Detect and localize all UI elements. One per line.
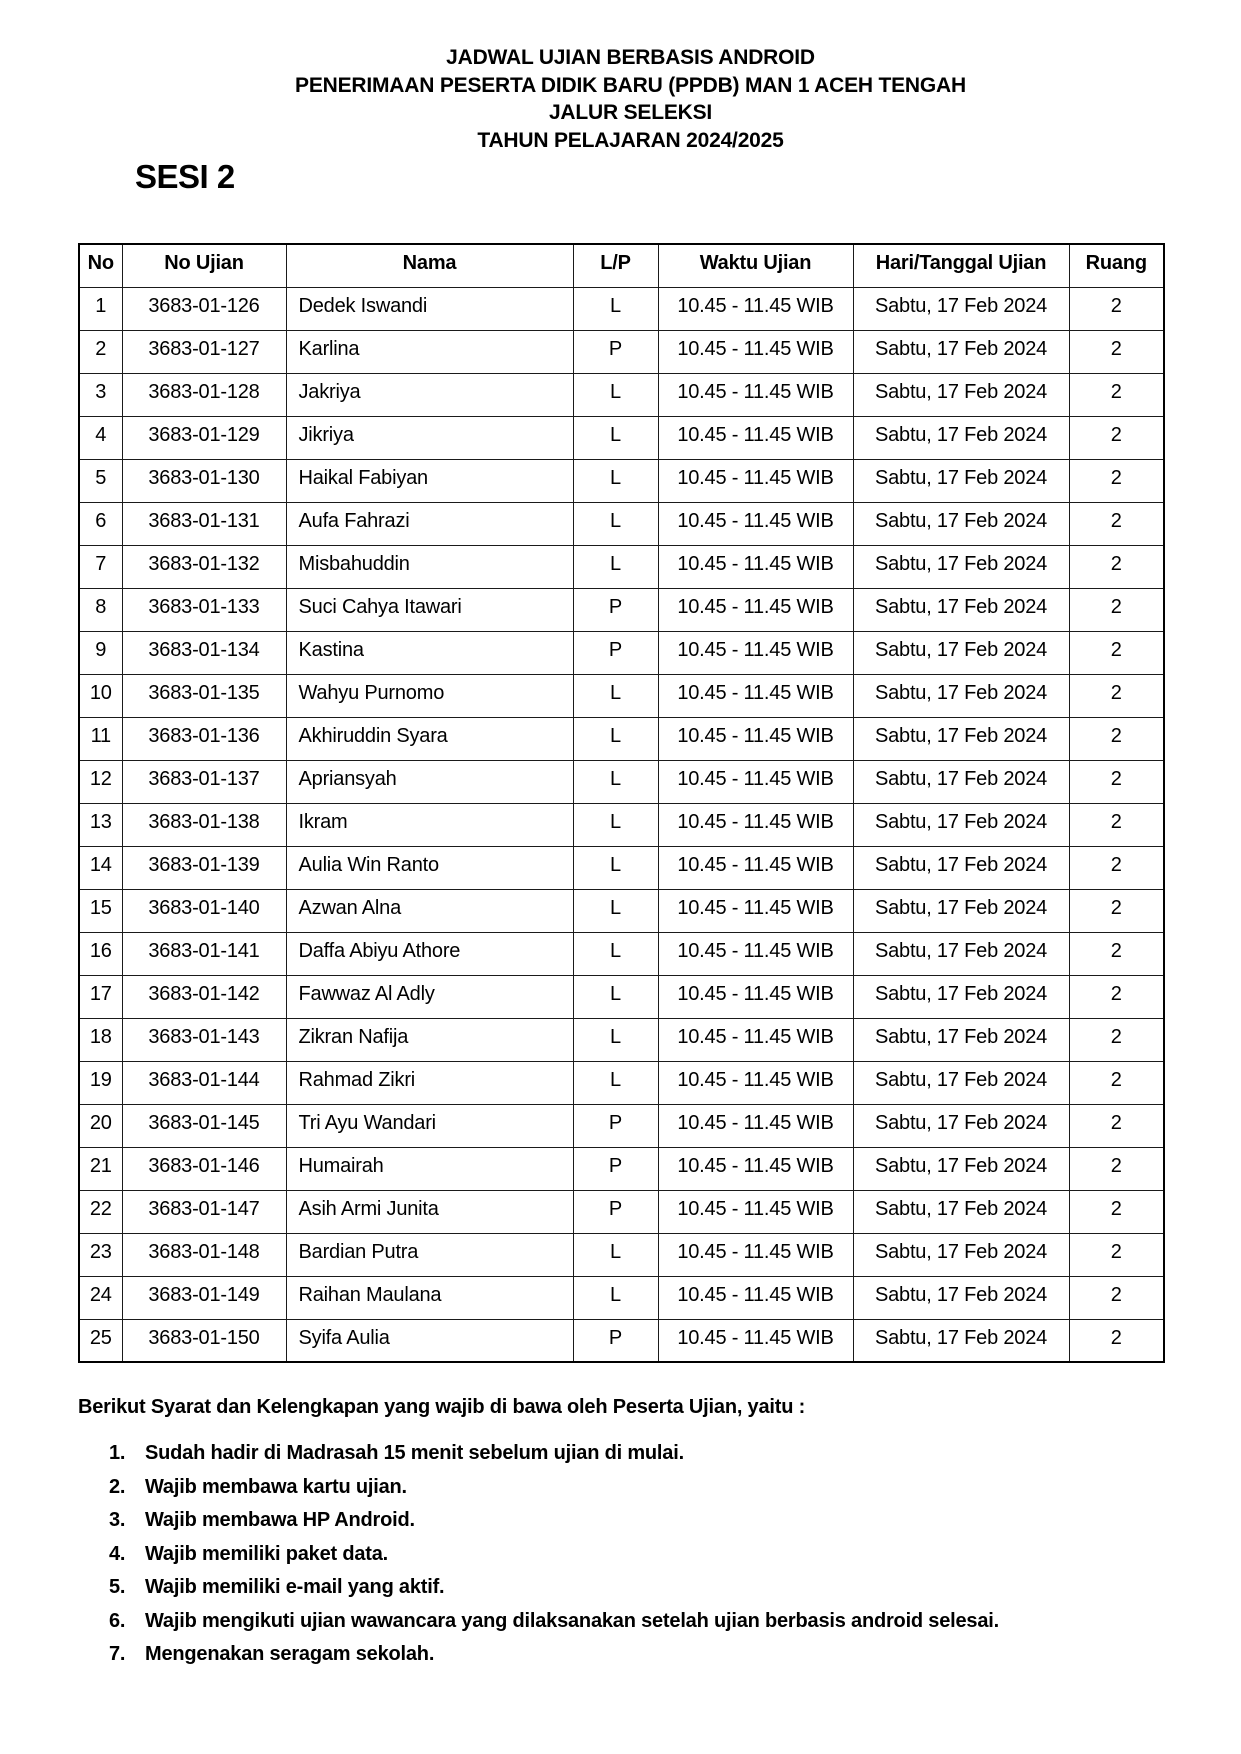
table-cell: 23 [79,1233,122,1276]
table-cell: Jakriya [286,373,573,416]
table-cell: 3683-01-132 [122,545,286,588]
table-cell: 8 [79,588,122,631]
table-cell: L [573,287,658,330]
table-cell: 2 [1069,717,1164,760]
table-cell: 10.45 - 11.45 WIB [658,1233,853,1276]
table-cell: Sabtu, 17 Feb 2024 [853,1319,1069,1362]
table-cell: 2 [1069,1018,1164,1061]
table-cell: 3683-01-128 [122,373,286,416]
table-row [79,889,1164,932]
table-cell: 2 [1069,1061,1164,1104]
table-cell: Sabtu, 17 Feb 2024 [853,1276,1069,1319]
table-cell: Sabtu, 17 Feb 2024 [853,287,1069,330]
table-cell: 3 [79,373,122,416]
table-cell: Akhiruddin Syara [286,717,573,760]
exam-schedule-table [78,243,1165,1363]
table-row [79,1319,1164,1362]
table-cell: 10.45 - 11.45 WIB [658,932,853,975]
table-cell: 3683-01-130 [122,459,286,502]
table-cell: 10.45 - 11.45 WIB [658,459,853,502]
table-cell: 3683-01-138 [122,803,286,846]
table-row [79,502,1164,545]
requirement-text: Wajib memiliki paket data. [145,1542,389,1565]
table-cell: 10.45 - 11.45 WIB [658,545,853,588]
table-body [79,287,1164,1362]
table-cell: L [573,416,658,459]
table-cell: 2 [1069,1319,1164,1362]
requirement-number: 6. [109,1609,126,1632]
table-row [79,1061,1164,1104]
table-cell: Suci Cahya Itawari [286,588,573,631]
table-row [79,1276,1164,1319]
table-cell: 2 [1069,1276,1164,1319]
table-cell: 3683-01-129 [122,416,286,459]
table-cell: L [573,932,658,975]
table-cell: Apriansyah [286,760,573,803]
table-cell: 10.45 - 11.45 WIB [658,631,853,674]
table-cell: 2 [1069,1104,1164,1147]
table-cell: 20 [79,1104,122,1147]
title-line-4: TAHUN PELAJARAN 2024/2025 [477,128,784,152]
requirement-item [78,1609,1163,1634]
table-cell: 5 [79,459,122,502]
table-cell: 10.45 - 11.45 WIB [658,1104,853,1147]
table-cell: 2 [1069,803,1164,846]
table-cell: Karlina [286,330,573,373]
table-cell: 1 [79,287,122,330]
table-cell: 10.45 - 11.45 WIB [658,373,853,416]
requirement-text: Sudah hadir di Madrasah 15 menit sebelum ujian di mulai. [145,1442,684,1464]
table-cell: Fawwaz Al Adly [286,975,573,1018]
table-row [79,545,1164,588]
table-row [79,287,1164,330]
title-line-3: JALUR SELEKSI [548,101,713,124]
table-row [79,1233,1164,1276]
requirement-number: 5. [109,1576,126,1598]
table-cell: Sabtu, 17 Feb 2024 [853,717,1069,760]
table-cell: Sabtu, 17 Feb 2024 [853,588,1069,631]
title-line-2: PENERIMAAN PESERTA DIDIK BARU (PPDB) MAN 1 ACEH TENGAH [295,73,966,97]
table-row [79,803,1164,846]
table-cell: 10.45 - 11.45 WIB [658,588,853,631]
table-cell: Syifa Aulia [286,1319,573,1362]
table-cell: 2 [1069,631,1164,674]
table-cell: 3683-01-139 [122,846,286,889]
table-cell: Bardian Putra [286,1233,573,1276]
table-cell: 3683-01-135 [122,674,286,717]
table-cell: Sabtu, 17 Feb 2024 [853,1104,1069,1147]
table-cell: 14 [79,846,122,889]
column-header-6: Ruang [1069,244,1164,287]
table-cell: L [573,1276,658,1319]
table-row [79,846,1164,889]
requirement-number: 7. [109,1643,126,1665]
table-cell: 10.45 - 11.45 WIB [658,889,853,932]
table-cell: Sabtu, 17 Feb 2024 [853,1147,1069,1190]
requirement-number: 1. [109,1442,126,1464]
table-cell: L [573,459,658,502]
table-cell: 10.45 - 11.45 WIB [658,846,853,889]
table-cell: 3683-01-137 [122,760,286,803]
table-cell: Humairah [286,1147,573,1190]
table-cell: L [573,760,658,803]
table-row [79,373,1164,416]
table-cell: 10.45 - 11.45 WIB [658,1147,853,1190]
table-cell: 12 [79,760,122,803]
table-cell: 3683-01-149 [122,1276,286,1319]
table-cell: 2 [1069,1233,1164,1276]
table-row [79,674,1164,717]
requirements-heading: Berikut Syarat dan Kelengkapan yang wajib di bawa oleh Peserta Ujian, yaitu : [78,1396,806,1418]
table-cell: Aufa Fahrazi [286,502,573,545]
requirement-item [78,1642,1163,1667]
table-cell: 4 [79,416,122,459]
table-cell: 2 [1069,889,1164,932]
table-cell: 2 [1069,545,1164,588]
table-cell: L [573,1061,658,1104]
table-cell: 2 [1069,373,1164,416]
table-cell: Sabtu, 17 Feb 2024 [853,674,1069,717]
column-header-1: No Ujian [122,244,286,287]
table-cell: 10.45 - 11.45 WIB [658,803,853,846]
table-cell: 2 [1069,416,1164,459]
table-cell: Sabtu, 17 Feb 2024 [853,545,1069,588]
table-cell: 2 [1069,674,1164,717]
requirement-item [78,1441,1163,1466]
table-cell: L [573,674,658,717]
table-cell: 3683-01-146 [122,1147,286,1190]
table-cell: Sabtu, 17 Feb 2024 [853,803,1069,846]
title-line-1: JADWAL UJIAN BERBASIS ANDROID [446,46,815,69]
table-cell: Sabtu, 17 Feb 2024 [853,1061,1069,1104]
table-cell: 3683-01-126 [122,287,286,330]
table-cell: L [573,975,658,1018]
table-cell: 21 [79,1147,122,1190]
column-header-0: No [79,244,122,287]
table-cell: 7 [79,545,122,588]
table-cell: 2 [1069,1190,1164,1233]
table-cell: Sabtu, 17 Feb 2024 [853,1233,1069,1276]
requirement-number: 3. [109,1509,126,1531]
table-cell: 2 [1069,1147,1164,1190]
table-cell: Sabtu, 17 Feb 2024 [853,846,1069,889]
table-cell: Azwan Alna [286,889,573,932]
table-cell: Sabtu, 17 Feb 2024 [853,1018,1069,1061]
table-cell: Sabtu, 17 Feb 2024 [853,975,1069,1018]
table-cell: 22 [79,1190,122,1233]
table-row [79,932,1164,975]
table-cell: Sabtu, 17 Feb 2024 [853,373,1069,416]
table-cell: 2 [1069,588,1164,631]
table-cell: 3683-01-144 [122,1061,286,1104]
table-cell: 10.45 - 11.45 WIB [658,287,853,330]
requirement-text: Wajib membawa HP Android. [145,1509,415,1531]
table-cell: 24 [79,1276,122,1319]
table-cell: 2 [1069,932,1164,975]
column-header-2: Nama [286,244,573,287]
table-cell: 3683-01-143 [122,1018,286,1061]
table-cell: 10.45 - 11.45 WIB [658,1061,853,1104]
table-row [79,975,1164,1018]
table-cell: 6 [79,502,122,545]
table-cell: 19 [79,1061,122,1104]
table-cell: 10.45 - 11.45 WIB [658,1276,853,1319]
table-cell: 10.45 - 11.45 WIB [658,416,853,459]
table-cell: 2 [1069,975,1164,1018]
column-header-5: Hari/Tanggal Ujian [853,244,1069,287]
table-cell: 18 [79,1018,122,1061]
table-cell: 3683-01-140 [122,889,286,932]
requirements-section [78,1394,1163,1676]
document-title-block [10,44,1241,154]
table-header-row [79,244,1164,287]
table-cell: L [573,889,658,932]
table-row [79,760,1164,803]
table-cell: 11 [79,717,122,760]
table-cell: 10 [79,674,122,717]
table-cell: Dedek Iswandi [286,287,573,330]
requirement-item [78,1542,1163,1567]
table-cell: L [573,803,658,846]
table-cell: Raihan Maulana [286,1276,573,1319]
table-cell: 10.45 - 11.45 WIB [658,975,853,1018]
table-cell: P [573,1104,658,1147]
table-cell: L [573,1233,658,1276]
table-cell: P [573,1190,658,1233]
table-cell: L [573,717,658,760]
table-cell: 3683-01-148 [122,1233,286,1276]
table-cell: 3683-01-133 [122,588,286,631]
table-row [79,459,1164,502]
table-cell: 3683-01-136 [122,717,286,760]
table-row [79,1018,1164,1061]
table-cell: Wahyu Purnomo [286,674,573,717]
table-cell: 15 [79,889,122,932]
table-cell: 2 [79,330,122,373]
table-cell: Aulia Win Ranto [286,846,573,889]
requirement-item [78,1508,1163,1533]
requirement-item [78,1575,1163,1600]
table-cell: 3683-01-142 [122,975,286,1018]
table-row [79,1104,1164,1147]
table-cell: L [573,846,658,889]
table-cell: Kastina [286,631,573,674]
table-cell: 9 [79,631,122,674]
requirements-list [78,1441,1163,1667]
table-cell: 2 [1069,330,1164,373]
table-cell: Ikram [286,803,573,846]
table-cell: Zikran Nafija [286,1018,573,1061]
table-cell: P [573,631,658,674]
table-row [79,1147,1164,1190]
table-cell: Misbahuddin [286,545,573,588]
table-cell: Haikal Fabiyan [286,459,573,502]
table-cell: Sabtu, 17 Feb 2024 [853,502,1069,545]
table-cell: L [573,502,658,545]
table-cell: Jikriya [286,416,573,459]
table-cell: Sabtu, 17 Feb 2024 [853,459,1069,502]
table-cell: P [573,330,658,373]
table-cell: 2 [1069,846,1164,889]
table-cell: Asih Armi Junita [286,1190,573,1233]
table-cell: Rahmad Zikri [286,1061,573,1104]
table-cell: 10.45 - 11.45 WIB [658,674,853,717]
table-cell: Sabtu, 17 Feb 2024 [853,631,1069,674]
table-cell: 10.45 - 11.45 WIB [658,1319,853,1362]
table-cell: 2 [1069,459,1164,502]
table-cell: 2 [1069,287,1164,330]
session-heading: SESI 2 [135,158,235,195]
column-header-3: L/P [573,244,658,287]
table-cell: P [573,1319,658,1362]
requirement-number: 4. [109,1542,126,1565]
requirement-number: 2. [109,1475,126,1498]
table-row [79,717,1164,760]
requirement-text: Wajib memiliki e-mail yang aktif. [145,1576,445,1598]
table-cell: 10.45 - 11.45 WIB [658,717,853,760]
table-cell: P [573,1147,658,1190]
requirement-text: Mengenakan seragam sekolah. [145,1643,435,1665]
table-cell: L [573,1018,658,1061]
table-cell: 3683-01-150 [122,1319,286,1362]
table-cell: Sabtu, 17 Feb 2024 [853,760,1069,803]
table-cell: Sabtu, 17 Feb 2024 [853,932,1069,975]
table-cell: 3683-01-145 [122,1104,286,1147]
table-row [79,588,1164,631]
table-cell: Sabtu, 17 Feb 2024 [853,1190,1069,1233]
table-cell: Sabtu, 17 Feb 2024 [853,889,1069,932]
table-cell: 25 [79,1319,122,1362]
table-cell: L [573,373,658,416]
table-cell: 3683-01-134 [122,631,286,674]
table-cell: 3683-01-131 [122,502,286,545]
table-cell: 10.45 - 11.45 WIB [658,760,853,803]
requirement-text: Wajib mengikuti ujian wawancara yang dilaksanakan setelah ujian berbasis android selesai. [145,1609,999,1632]
table-cell: 16 [79,932,122,975]
table-cell: 10.45 - 11.45 WIB [658,1190,853,1233]
table-cell: 10.45 - 11.45 WIB [658,502,853,545]
table-row [79,631,1164,674]
table-cell: P [573,588,658,631]
requirement-item [78,1475,1163,1500]
table-cell: 3683-01-147 [122,1190,286,1233]
table-cell: 3683-01-141 [122,932,286,975]
table-cell: 13 [79,803,122,846]
table-cell: Sabtu, 17 Feb 2024 [853,330,1069,373]
table-row [79,416,1164,459]
table-row [79,1190,1164,1233]
table-row [79,330,1164,373]
table-cell: L [573,545,658,588]
table-cell: 2 [1069,760,1164,803]
table-cell: 3683-01-127 [122,330,286,373]
table-cell: 10.45 - 11.45 WIB [658,330,853,373]
requirement-text: Wajib membawa kartu ujian. [145,1475,407,1498]
table-cell: 17 [79,975,122,1018]
table-cell: Daffa Abiyu Athore [286,932,573,975]
table-cell: 2 [1069,502,1164,545]
column-header-4: Waktu Ujian [658,244,853,287]
table-cell: 10.45 - 11.45 WIB [658,1018,853,1061]
table-cell: Tri Ayu Wandari [286,1104,573,1147]
table-cell: Sabtu, 17 Feb 2024 [853,416,1069,459]
